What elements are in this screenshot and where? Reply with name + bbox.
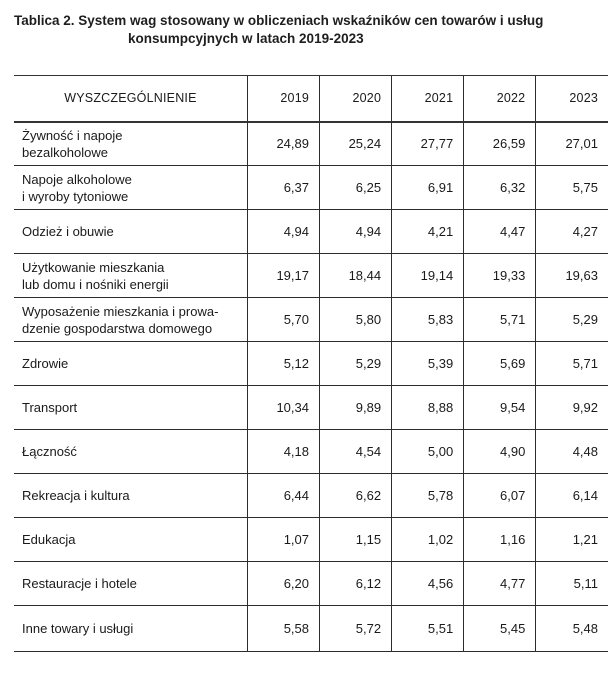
weight-value-cell: 26,59: [464, 122, 536, 166]
weight-value-cell: 1,02: [392, 518, 464, 562]
row-label-line: Restauracje i hotele: [22, 576, 137, 591]
table-row: [14, 298, 608, 342]
column-header-year: 2022: [464, 76, 536, 122]
weight-value-cell: 24,89: [247, 122, 319, 166]
table-row: [14, 518, 608, 562]
column-header-year: 2019: [247, 76, 319, 122]
table-row: [14, 210, 608, 254]
row-label-line: lub domu i nośniki energii: [22, 276, 169, 292]
weight-value-cell: 19,33: [464, 254, 536, 298]
weight-value-cell: 6,20: [247, 562, 319, 606]
table-row: [14, 122, 608, 166]
column-header-year: 2023: [536, 76, 608, 122]
row-label: [14, 386, 247, 430]
table-row: [14, 430, 608, 474]
weight-value-cell: 5,39: [392, 342, 464, 386]
weight-value-cell: 19,14: [392, 254, 464, 298]
weight-value-cell: 9,54: [464, 386, 536, 430]
table-row: [14, 562, 608, 606]
weight-value-cell: 4,47: [464, 210, 536, 254]
row-label: [14, 342, 247, 386]
weight-value-cell: 4,27: [536, 210, 608, 254]
weight-value-cell: 25,24: [320, 122, 392, 166]
weight-value-cell: 9,89: [320, 386, 392, 430]
caption-line-2: konsumpcyjnych w latach 2019-2023: [128, 31, 364, 46]
weight-value-cell: 5,69: [464, 342, 536, 386]
column-header-year: 2021: [392, 76, 464, 122]
table-row: [14, 474, 608, 518]
weight-value-cell: 6,14: [536, 474, 608, 518]
row-label-line: bezalkoholowe: [22, 144, 109, 160]
column-header-year: 2020: [320, 76, 392, 122]
row-label-line: Rekreacja i kultura: [22, 488, 130, 503]
row-label: [14, 562, 247, 606]
weight-value-cell: 8,88: [392, 386, 464, 430]
table-header: [14, 76, 608, 122]
column-header-label: WYSZCZEGÓLNIENIE: [14, 76, 247, 122]
weight-value-cell: 4,94: [320, 210, 392, 254]
row-label-line: Napoje alkoholowe: [22, 171, 132, 187]
row-label-line: Żywność i napoje: [22, 127, 123, 143]
row-label: [14, 518, 247, 562]
row-label: [14, 210, 247, 254]
weight-value-cell: 5,29: [320, 342, 392, 386]
weight-value-cell: 5,48: [536, 606, 608, 652]
weight-value-cell: 4,18: [247, 430, 319, 474]
weight-value-cell: 5,58: [247, 606, 319, 652]
row-label: [14, 430, 247, 474]
weight-value-cell: 4,77: [464, 562, 536, 606]
weight-value-cell: 27,01: [536, 122, 608, 166]
weight-value-cell: 18,44: [320, 254, 392, 298]
weight-value-cell: 6,62: [320, 474, 392, 518]
table-row: [14, 166, 608, 210]
row-label-line: Wyposażenie mieszkania i prowa-: [22, 303, 219, 319]
row-label: [14, 298, 247, 342]
weight-value-cell: 5,70: [247, 298, 319, 342]
weight-value-cell: 4,90: [464, 430, 536, 474]
weight-value-cell: 5,71: [536, 342, 608, 386]
weight-value-cell: 5,72: [320, 606, 392, 652]
weight-value-cell: 6,07: [464, 474, 536, 518]
table-body: [14, 122, 608, 652]
weight-value-cell: 5,00: [392, 430, 464, 474]
weight-value-cell: 6,44: [247, 474, 319, 518]
table-row: [14, 386, 608, 430]
table-caption: [14, 12, 604, 48]
row-label-line: Zdrowie: [22, 356, 69, 371]
row-label-line: Łączność: [22, 444, 77, 459]
row-label: [14, 474, 247, 518]
row-label-line: i wyroby tytoniowe: [22, 188, 129, 204]
weight-value-cell: 27,77: [392, 122, 464, 166]
weight-value-cell: 5,12: [247, 342, 319, 386]
row-label: [14, 606, 247, 652]
table-row: [14, 606, 608, 652]
row-label: [14, 254, 247, 298]
table-row: [14, 342, 608, 386]
weight-value-cell: 6,91: [392, 166, 464, 210]
weight-value-cell: 6,25: [320, 166, 392, 210]
weight-value-cell: 4,94: [247, 210, 319, 254]
weight-value-cell: 19,63: [536, 254, 608, 298]
weight-value-cell: 9,92: [536, 386, 608, 430]
weight-value-cell: 5,78: [392, 474, 464, 518]
weight-value-cell: 6,32: [464, 166, 536, 210]
weight-value-cell: 5,11: [536, 562, 608, 606]
weight-value-cell: 10,34: [247, 386, 319, 430]
weight-value-cell: 4,54: [320, 430, 392, 474]
weight-value-cell: 4,48: [536, 430, 608, 474]
weight-value-cell: 5,83: [392, 298, 464, 342]
row-label-line: Edukacja: [22, 532, 76, 547]
weight-value-cell: 1,15: [320, 518, 392, 562]
weight-value-cell: 1,07: [247, 518, 319, 562]
weight-value-cell: 5,51: [392, 606, 464, 652]
row-label-line: dzenie gospodarstwa domowego: [22, 320, 213, 336]
weight-value-cell: 4,21: [392, 210, 464, 254]
header-row: [14, 76, 608, 122]
weight-value-cell: 4,56: [392, 562, 464, 606]
caption-line-1: Tablica 2. System wag stosowany w obliczeniach wskaźników cen towarów i usług: [14, 13, 544, 28]
row-label: [14, 122, 247, 166]
row-label-line: Inne towary i usługi: [22, 621, 134, 636]
weight-value-cell: 6,12: [320, 562, 392, 606]
weight-value-cell: 5,71: [464, 298, 536, 342]
weight-value-cell: 5,75: [536, 166, 608, 210]
weight-value-cell: 5,29: [536, 298, 608, 342]
weight-value-cell: 6,37: [247, 166, 319, 210]
weights-table: [14, 75, 608, 652]
weight-value-cell: 1,21: [536, 518, 608, 562]
row-label: [14, 166, 247, 210]
row-label-line: Transport: [22, 400, 78, 415]
weight-value-cell: 5,80: [320, 298, 392, 342]
row-label-line: Odzież i obuwie: [22, 224, 114, 239]
table-row: [14, 254, 608, 298]
row-label-line: Użytkowanie mieszkania: [22, 259, 165, 275]
weight-value-cell: 19,17: [247, 254, 319, 298]
weight-value-cell: 5,45: [464, 606, 536, 652]
weight-value-cell: 1,16: [464, 518, 536, 562]
